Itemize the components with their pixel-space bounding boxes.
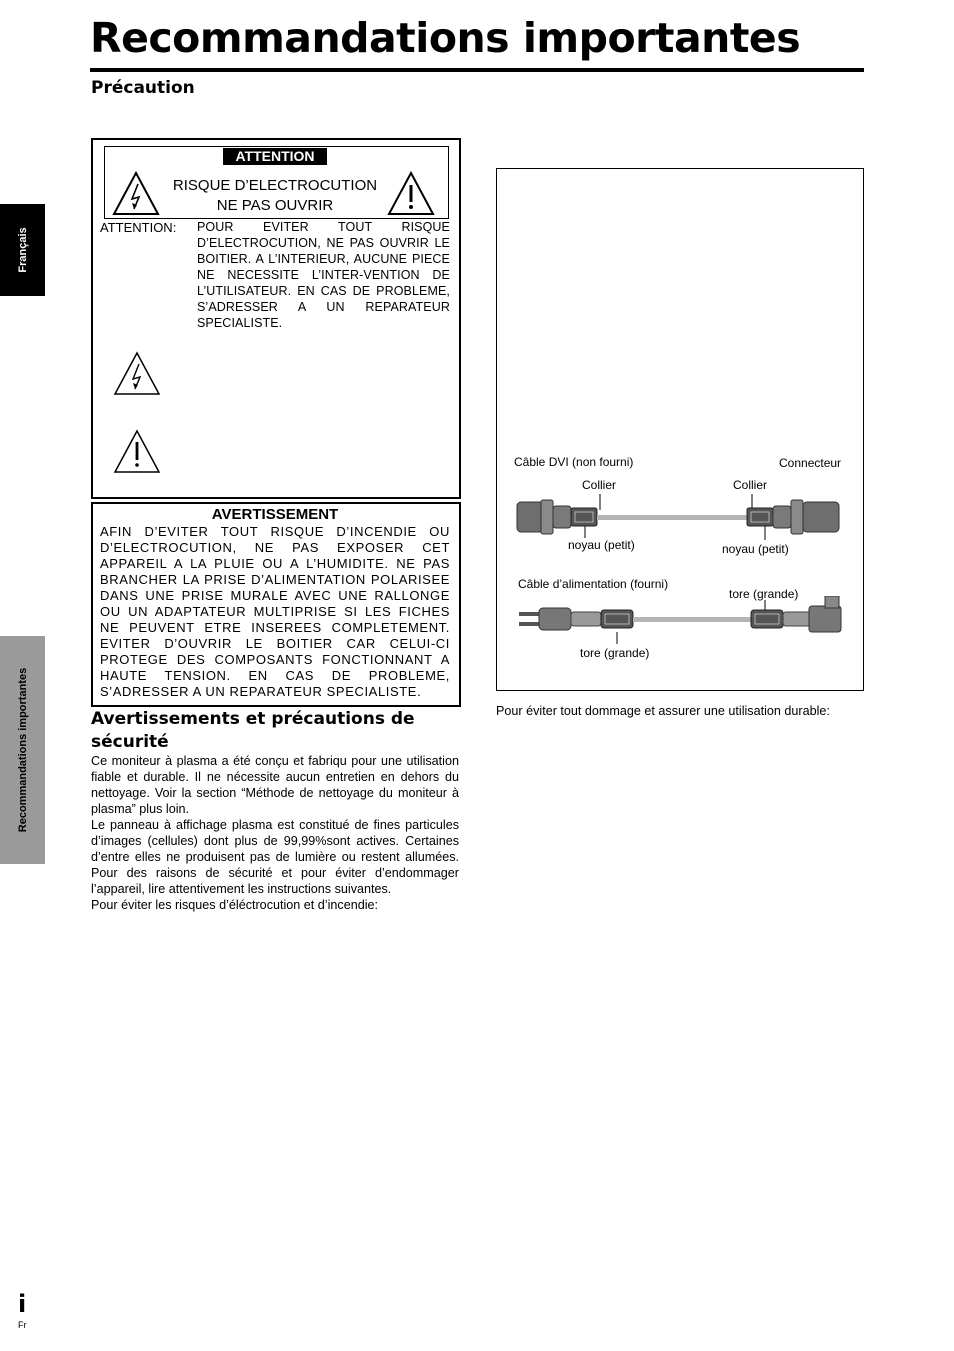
label-collier-right: Collier [733,478,768,492]
page-language: Fr [18,1320,27,1330]
warning-title: AVERTISSEMENT [211,506,339,523]
safety-paragraph-1: Ce moniteur à plasma a été conçu et fabriqu pour une utilisation fiable et durable. Il ne nécessite aucun entretien en dehors du nettoyage. Voir la section “Méthode de nettoyage du moniteur à plasma” plus loin. [91,754,459,816]
label-tore-left: tore (grande) [580,646,650,660]
side-tab-language [0,204,45,296]
side-tab-section [0,636,45,864]
exclamation-warning-icon [387,170,435,216]
label-dvi-cable: Câble DVI (non fourni) [514,455,634,469]
attention-label: ATTENTION [223,148,327,165]
warning-body: AFIN D’EVITER TOUT RISQUE D’INCENDIE OU D’ELECTROCUTION, NE PAS EXPOSER CET APPAREIL A LA PLUIE OU A L’HUMIDITE. NE PAS BRANCHER LA PRISE D’ALIMENTATION POLARISEE DANS UNE PRISE MURALE AVEC UNE RALLONGE OU UN ADAPTATEUR MULTIPRISE SI LES FICHES NE PEUVENT ETRE INSEREES COMPLETEMENT. EVITER D’OUVRIR LE BOITIER CAR CELUI-CI PROTEGE DES COMPOSANTS FONCTIONNANT A HAUTE TENSION. EN CAS DE PROBLEME, S’ADRESSER A UN REPARATEUR SPECIALISTE. [100,524,450,699]
safety-paragraph-3: Pour éviter les risques d’éléctrocution et d’incendie: [91,898,379,912]
lightning-symbol-icon [112,350,162,396]
risk-line-1: RISQUE D’ELECTROCUTION [172,177,378,194]
section-heading-precaution: Précaution [91,78,195,98]
right-column-text: Pour éviter tout dommage et assurer une utilisation durable: [496,704,830,718]
label-noyau-left: noyau (petit) [568,538,635,552]
label-noyau-right: noyau (petit) [722,542,789,556]
section-heading-safety: Avertissements et précautions de sécurité [91,709,415,752]
attention-body: POUR EVITER TOUT RISQUE D’ELECTROCUTION, NE PAS OUVRIR LE BOITIER. A L’INTERIEUR, AUCUNE PIECE NE NECESSITE L’INTER-VENTION DE L’UTILISATEUR. EN CAS DE PROBLEME, S’ADRESSER A UN REPARATEUR SPECIALISTE. [197,220,450,330]
safety-paragraph-2: Le panneau à affichage plasma est constitué de fines particules d’images (cellules) dont plus de 99,99%sont actives. Certaines d’entre elles ne produisent pas de lumière ou restent allumées. Pour des raisons de sécurité et pour éviter d’endommager l’appareil, lire attentivement les instructions suivantes. [91,818,459,896]
page-title: Recommandations importantes [90,14,801,62]
label-tore-right: tore (grande) [729,587,799,601]
label-power-cable: Câble d’alimentation (fourni) [518,577,669,591]
label-collier-left: Collier [582,478,617,492]
label-connector: Connecteur [779,456,842,470]
exclamation-symbol-icon [112,428,162,474]
attention-prefix: ATTENTION: [100,220,177,235]
title-rule [90,68,864,72]
dvi-cable-illustration [505,490,855,546]
risk-line-2: NE PAS OUVRIR [216,197,334,214]
power-cable-illustration [515,596,850,648]
side-tab-section-label: Recommandations importantes [16,667,29,833]
side-tab-language-label: Français [16,227,29,273]
page-number: i [18,1290,27,1318]
lightning-warning-icon [112,170,160,216]
risk-text [160,176,390,216]
safety-body [91,753,459,913]
